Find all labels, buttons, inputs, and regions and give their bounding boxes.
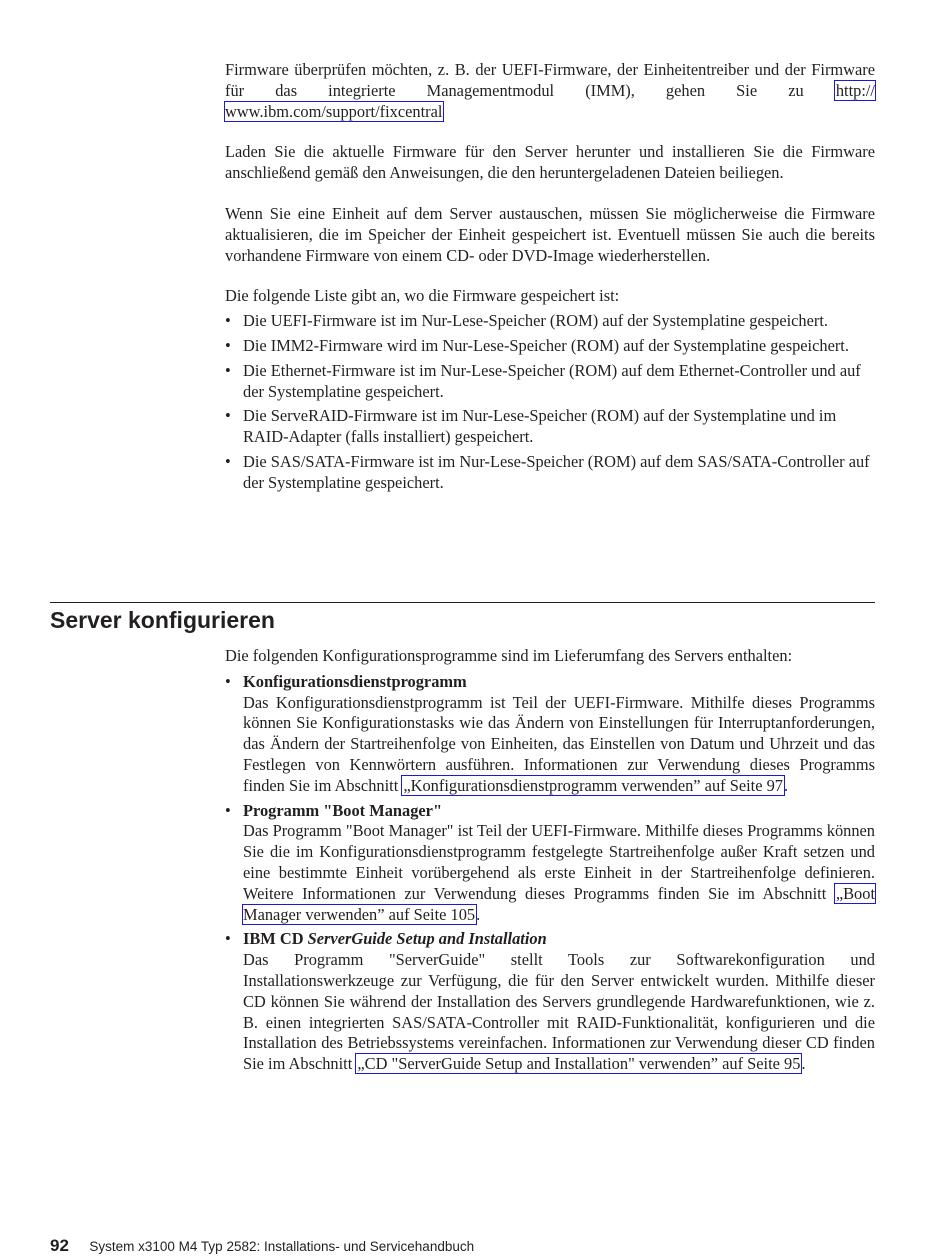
item-body-text: Das Programm "Boot Manager" ist Teil der UEFI-Firmware. Mithilfe dieses Programms können Sie die im Konfigurationsdienstprogramm festgelegte Startreihenfolge außer Kraft setzen und eine bestimmte Einheit vorübergehend als erste Einheit in der Startreihenfolge definieren. Weitere Informationen zur Verwendung dieses Programms finden Sie im Abschnitt <box>243 821 875 903</box>
serverguide-link[interactable]: „CD "ServerGuide Setup and Installation" verwenden” auf Seite 95 <box>357 1054 801 1074</box>
document-title: System x3100 M4 Typ 2582: Installations- und Servicehandbuch <box>89 1239 475 1254</box>
item-body-end: . <box>801 1054 806 1074</box>
item-title-plain: IBM CD <box>243 929 308 949</box>
download-paragraph: Laden Sie die aktuelle Firmware für den Server herunter und installieren Sie die Firmware anschließend gemäß den Anweisungen, die den heruntergeladenen Dateien beiliegen. <box>225 142 875 183</box>
list-item-text: Die Ethernet-Firmware ist im Nur-Lese-Speicher (ROM) auf dem Ethernet-Controller und auf der Systemplatine gespeichert. <box>243 360 861 401</box>
bullet: • <box>225 671 231 691</box>
page-footer <box>50 1236 474 1256</box>
fixcentral-link[interactable]: http:// www.ibm.com/support/fixcentral <box>225 80 875 121</box>
bullet: • <box>225 929 231 949</box>
boot-manager-link[interactable]: „Boot Manager verwenden” auf Seite 105 <box>243 883 875 924</box>
list-item <box>225 452 875 494</box>
page-number: 92 <box>50 1236 69 1255</box>
list-item <box>225 311 875 332</box>
firmware-location-list <box>225 311 875 493</box>
item-body <box>243 821 875 925</box>
bullet: • <box>225 406 231 426</box>
list-item-text: Die IMM2-Firmware wird im Nur-Lese-Speicher (ROM) auf der Systemplatine gespeichert. <box>243 335 849 355</box>
bullet: • <box>225 335 231 355</box>
list-item-text: Die UEFI-Firmware ist im Nur-Lese-Speicher (ROM) auf der Systemplatine gespeichert. <box>243 311 829 331</box>
list-item-text: Die SAS/SATA-Firmware ist im Nur-Lese-Speicher (ROM) auf dem SAS/SATA-Controller auf der Systemplatine gespeichert. <box>243 451 870 492</box>
item-body-end: . <box>783 775 789 795</box>
item-title: Programm "Boot Manager" <box>243 800 443 820</box>
section-intro: Die folgenden Konfigurationsprogramme sind im Lieferumfang des Servers enthalten: <box>225 646 793 665</box>
list-item-serverguide <box>225 929 875 1075</box>
item-body-end: . <box>476 904 481 924</box>
bullet: • <box>225 451 231 471</box>
list-item <box>225 406 875 448</box>
firmware-list-intro: Die folgende Liste gibt an, wo die Firmware gespeichert ist: <box>225 286 620 306</box>
config-utility-link[interactable]: „Konfigurationsdienstprogramm verwenden” auf Seite 97 <box>403 775 783 795</box>
replace-device-paragraph: Wenn Sie eine Einheit auf dem Server austauschen, müssen Sie möglicherweise die Firmware aktualisieren, die im Speicher der Einheit gespeichert ist. Eventuell müssen Sie auch die bereits vorhandene Firmware von einem CD- oder DVD-Image wiederherstellen. <box>225 203 875 265</box>
configuration-section <box>225 646 875 1079</box>
bullet: • <box>225 311 231 331</box>
list-item <box>225 336 875 357</box>
intro-paragraph-fixcentral <box>225 60 875 122</box>
list-item-text: Die ServeRAID-Firmware ist im Nur-Lese-Speicher (ROM) auf der Systemplatine und im RAID-Adapter (falls installiert) gespeichert. <box>243 406 837 447</box>
item-title <box>243 929 875 950</box>
item-body <box>243 950 875 1075</box>
section-heading: Server konfigurieren <box>50 607 275 633</box>
item-body-text: Das Programm "ServerGuide" stellt Tools zur Softwarekonfiguration und Installationswerkzeuge zur Verfügung, die für den Server entwickelt wurden. Mithilfe dieser CD können Sie während der Installation des Servers grundlegende Hardwarefunktionen, wie z. B. einen integrierten SAS/SATA-Controller mit RAID-Funktionalität, konfigurieren und die Installation des Betriebssystems vereinfachen. Informationen zur Verwendung dieser CD finden Sie im Abschnitt <box>243 950 875 1074</box>
item-title: Konfigurationsdienstprogramm <box>243 671 467 691</box>
item-title-italic: ServerGuide Setup and Installation <box>307 929 547 949</box>
firmware-intro <box>225 60 875 498</box>
intro-paragraph-text: Firmware überprüfen möchten, z. B. der UEFI-Firmware, der Einheitentreiber und der Firmware für das integrierte Managementmodul (IMM), gehen Sie zu <box>225 60 875 100</box>
item-body <box>243 693 875 797</box>
config-program-list <box>225 672 875 1075</box>
list-item-boot-manager <box>225 801 875 926</box>
section-divider <box>50 602 875 603</box>
list-item-config-utility <box>225 672 875 797</box>
bullet: • <box>225 800 231 820</box>
item-body-text: Das Konfigurationsdienstprogramm ist Teil der UEFI-Firmware. Mithilfe dieses Programms können Sie Konfigurationstasks wie das Ändern von Einstellungen für Interruptanforderungen, das Ändern der Startreihenfolge von Einheiten, das Einstellen von Datum und Uhrzeit und das Festlegen von Kennwörtern ausführen. Informationen zur Verwendung dieses Programms finden Sie im Abschnitt <box>243 692 875 795</box>
bullet: • <box>225 360 231 380</box>
list-item <box>225 361 875 403</box>
